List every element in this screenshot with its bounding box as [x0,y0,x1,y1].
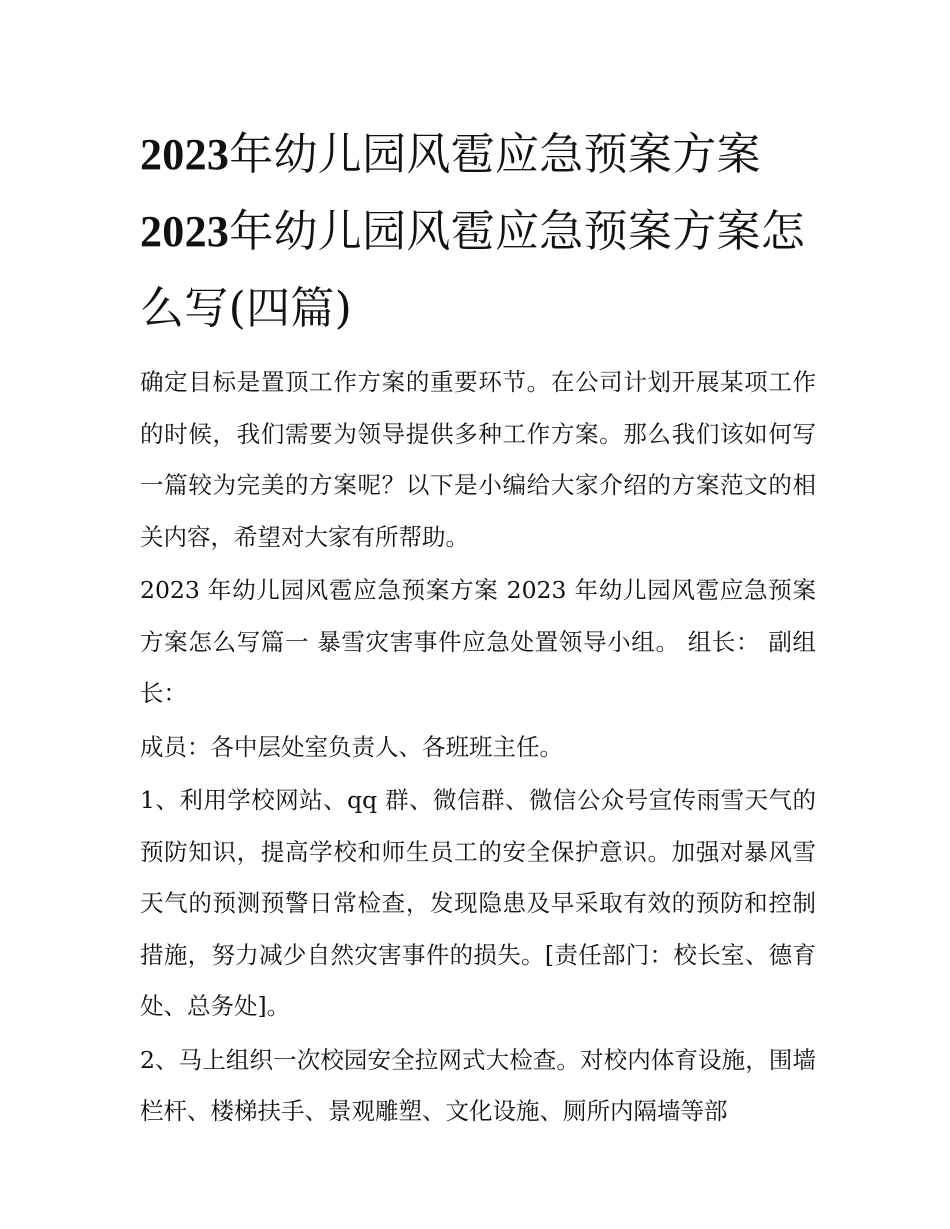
document-body [140,116,816,1138]
title-text-2: 年幼儿园风雹应急预案方案怎么写(四篇) [140,206,806,334]
document-title [140,116,816,347]
intro-paragraph: 确定目标是置顶工作方案的重要环节。在公司计划开展某项工作的时候，我们需要为领导提供多种工作方案。那么我们该如何写一篇较为完美的方案呢？以下是小编给大家介绍的方案范文的相关内容，希望对大家有所帮助。 [140,368,816,551]
item-2-paragraph: 2、马上组织一次校园安全拉网式大检查。对校内体育设施，围墙栏杆、楼梯扶手、景观雕塑、文化设施、厕所内隔墙等部 [140,1045,816,1125]
title-text-1: 年幼儿园风雹应急预案方案 [229,129,761,180]
members-paragraph: 成员：各中层处室负责人、各班班主任。 [140,732,563,761]
item-1-paragraph: 1、利用学校网站、qq 群、微信群、微信公众号宣传雨雪天气的预防知识，提高学校和师生员工的安全保护意识。加强对暴风雪天气的预测预警日常检查，发现隐患及早采取有效的预防和控制措施，努力减少自然灾害事件的损失。[责任部门：校长室、德育处、总务处]。 [140,786,816,1020]
title-year-2: 2023 [140,207,230,256]
title-year-1: 2023 [140,130,230,179]
section-heading-paragraph: 2023 年幼儿园风雹应急预案方案 2023 年幼儿园风雹应急预案方案怎么写篇一 暴雪灾害事件应急处置领导小组。 组长： 副组长： [140,576,816,707]
